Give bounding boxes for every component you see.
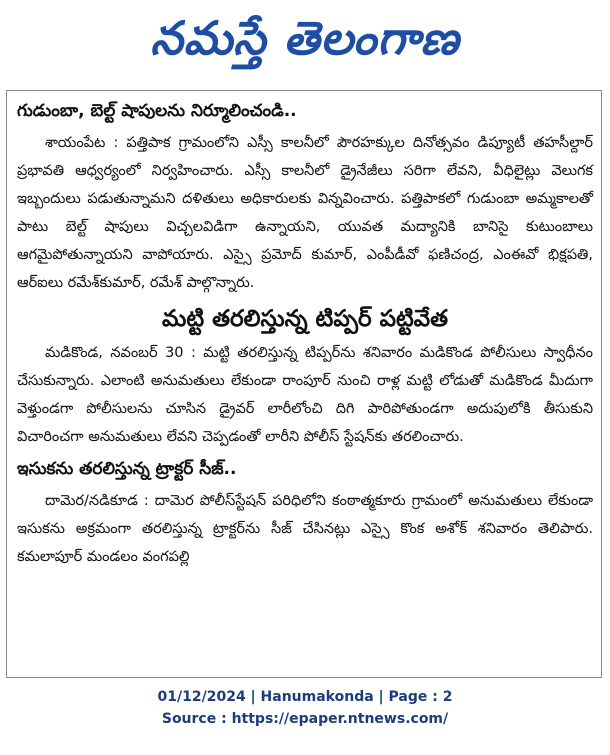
article-tractor [17, 457, 593, 571]
article-gudumba [17, 99, 593, 297]
article-tipper [17, 301, 593, 451]
article-headline: గుడుంబా, బెల్ట్ షాపులను నిర్మూలించండి.. [17, 101, 297, 121]
article-headline: మట్టి తరలిస్తున్న టిప్పర్ పట్టివేత [161, 306, 448, 332]
news-clipping [6, 90, 602, 678]
source-link[interactable]: Source : https://epaper.ntnews.com/ [161, 711, 449, 727]
masthead [0, 0, 610, 88]
article-body: శాయంపేట : పత్తిపాక గ్రామంలోని ఎస్సీ కాలనీలో పౌరహక్కుల దినోత్సవం డిప్యూటీ తహసీల్దార్ ప్రభావతి ఆధ్వర్యంలో నిర్వహించారు. ఎస్సీ కాలనీలో డ్రైనేజీలు సరిగా లేవని, వీధిలైట్లు వెలుగక ఇబ్బందులు పడుతున్నామని దళితులు అధికారులకు విన్నవించారు. పత్తిపాకలో గుడుంబా అమ్మకాలతో పాటు బెల్ట్ షాపులు విచ్చలవిడిగా ఉన్నాయని, యువత మద్యానికి బానిసై కుటుంబాలు ఆగమైపోతున్నాయని వాపోయారు. ఎస్సై ప్రమోద్ కుమార్, ఎంపీడీవో ఫణిచంద్ర, ఎంఈవో భిక్షపతి, ఆర్ఐలు రమేశ్‌కుమార్, రమేశ్ పాల్గొన్నారు. [17, 135, 593, 291]
date-edition-page: 01/12/2024 | Hanumakonda | Page : 2 [157, 689, 453, 705]
newspaper-title: నమస్తే తెలంగాణ [150, 11, 460, 65]
article-body: మడికొండ, నవంబర్ 30 : మట్టి తరలిస్తున్న టిప్పర్‌ను శనివారం మడికొండ పోలీసులు స్వాధీనం చేసుకున్నారు. ఎలాంటి అనుమతులు లేకుండా రాంపూర్ నుంచి రాళ్ల మట్టి లోడుతో మడికొండ మీదుగా వెళ్తుండగా పోలీసులను చూసిన డ్రైవర్ లారీలోంచి దిగి పారిపోతుండగా అదుపులోకి తీసుకుని విచారించగా అనుమతులు లేవని చెప్పడంతో లారీని పోలీస్ స్టేషన్‌కు తరలించారు. [17, 345, 594, 445]
article-headline: ఇసుకను తరలిస్తున్న ట్రాక్టర్ సీజ్.. [17, 459, 237, 479]
clipping-footer [0, 686, 610, 730]
article-body: దామెర/నడికూడ : దామెర పోలీస్‌స్టేషన్ పరిధిలోని కంఠాత్మకూరు గ్రామంలో అనుమతులు లేకుండా ఇసుకను అక్రమంగా తరలిస్తున్న ట్రాక్టర్‌ను సీజ్ చేసినట్లు ఎస్సై కొంక అశోక్ శనివారం తెలిపారు. కమలాపూర్ మండలం వంగపల్లి [17, 493, 593, 565]
